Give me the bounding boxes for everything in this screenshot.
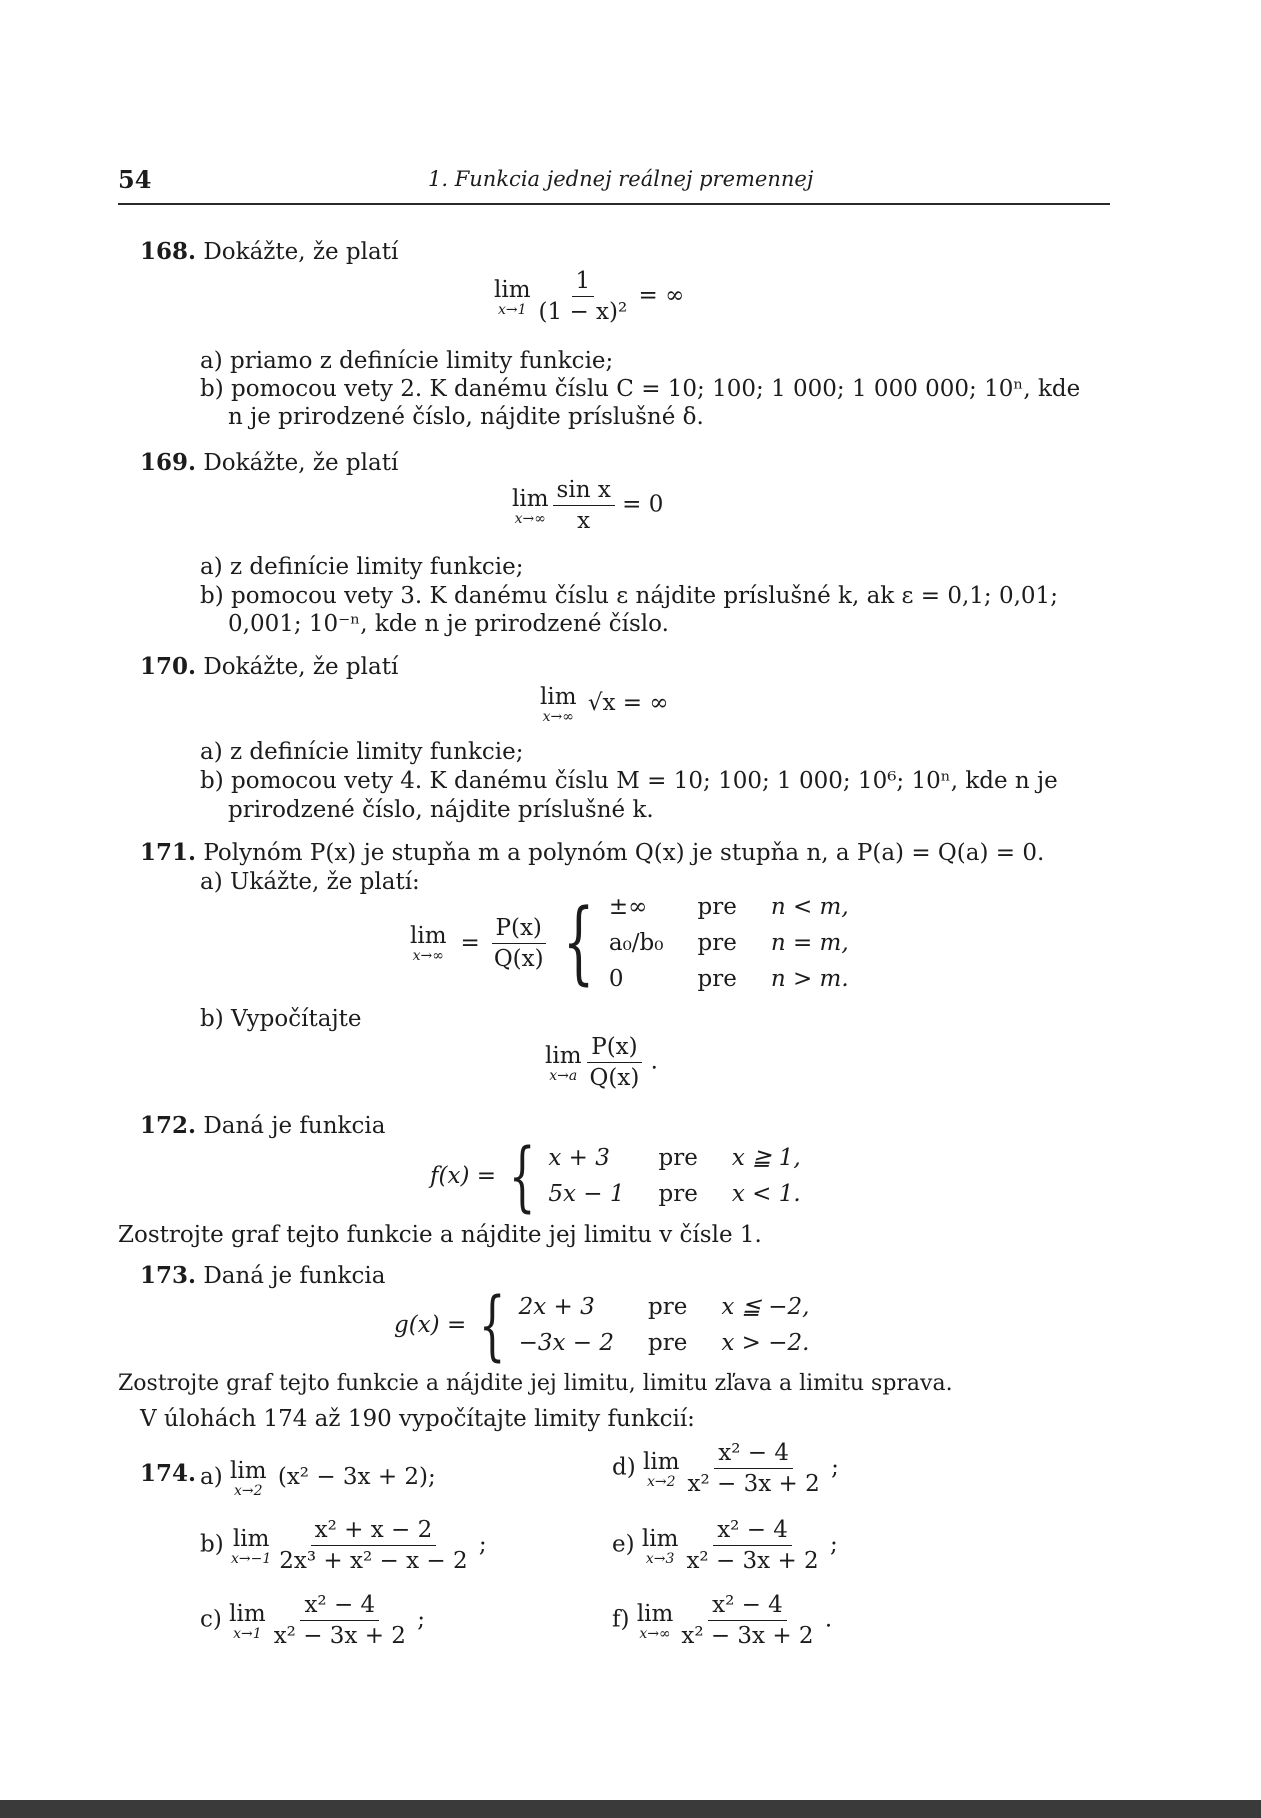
limit-operator: lim x→∞ [540, 684, 577, 725]
problem-169-part-b-line1: b) pomocou vety 3. K danému číslu ε nájdite príslušné k, ak ε = 0,1; 0,01; [200, 583, 1058, 609]
fraction: $\frac{\text{x² − 4}}{\text{x² − 3x + 2}}$ [681, 1592, 814, 1649]
equation-rhs: = ∞ [638, 282, 685, 309]
problem-168-part-a: a) priamo z definície limity funkcie; [200, 348, 614, 374]
left-brace: { [479, 1280, 506, 1369]
left-brace: { [562, 890, 594, 995]
problem-168-part-b-line1: b) pomocou vety 2. K danému číslu C = 10; 100; 1 000; 1 000 000; 10ⁿ, kde [200, 376, 1081, 402]
problem-174-f: f) lim x→∞ $\frac{\text{x² − 4}}{\text{x² − 3x + 2}}$ . [612, 1592, 833, 1649]
limit-operator: lim x→∞ [636, 1600, 674, 1642]
problem-number: 173. [140, 1262, 197, 1289]
limit-operator: lim x→3 [641, 1525, 679, 1567]
problem-174-number: 174. [140, 1460, 197, 1487]
fraction: $\frac{\text{x² − 4}}{\text{x² − 3x + 2}}$ [687, 1440, 820, 1497]
problem-168-intro [140, 238, 398, 266]
fraction: $\frac{\text{x² − 4}}{\text{x² − 3x + 2}}$ [273, 1592, 406, 1649]
problem-174-b: b) lim x→−1 $\frac{\text{x² + x − 2}}{\text{2x³ + x² − x − 2}}$ ; [200, 1517, 487, 1574]
limit-operator: lim x→2 [230, 1458, 267, 1499]
problem-171-part-a: a) Ukážte, že platí: [200, 869, 420, 895]
fraction: $\frac{1}{\text{(1 − x)²}}$ [538, 268, 628, 325]
problem-number: 171. [140, 839, 197, 866]
problem-text: Dokážte, že platí [203, 450, 399, 476]
limit-operator: lim x→2 [643, 1448, 680, 1490]
problem-text: Dokážte, že platí [203, 239, 399, 265]
running-head: 1. Funkcia jednej reálnej premennej [428, 167, 814, 191]
problem-text: Daná je funkcia [203, 1113, 386, 1139]
equation-173 [394, 1280, 810, 1369]
problem-173-task: Zostrojte graf tejto funkcie a nájdite jej limitu, limitu zľava a limitu sprava. [118, 1371, 953, 1396]
equals-sign: = [460, 930, 480, 956]
limit-operator: lim x→1 [229, 1600, 266, 1642]
page-number: 54 [118, 165, 152, 194]
function-name: g(x) = [394, 1312, 467, 1338]
problem-text: Daná je funkcia [203, 1263, 386, 1289]
equation-169 [512, 477, 663, 534]
fraction: $\frac{P(x)}{Q(x)}$ [586, 1034, 644, 1091]
equation-172 [430, 1131, 801, 1220]
problem-170-part-a: a) z definície limity funkcie; [200, 739, 524, 765]
exercise-instructions: V úlohách 174 až 190 vypočítajte limity funkcií: [140, 1406, 695, 1432]
problem-text: Dokážte, že platí [203, 654, 399, 680]
fraction: $\frac{\text{sin x}}{x}$ [553, 477, 615, 534]
problem-170-intro [140, 653, 398, 681]
problem-169-intro [140, 449, 398, 477]
problem-number: 170. [140, 653, 197, 680]
limit-operator: lim x→−1 [231, 1525, 272, 1567]
function-name: f(x) = [430, 1163, 497, 1189]
fraction: $\frac{\text{x² − 4}}{\text{x² − 3x + 2}}$ [686, 1517, 819, 1574]
problem-174-c: c) lim x→1 $\frac{\text{x² − 4}}{\text{x² − 3x + 2}}$ ; [200, 1592, 425, 1649]
header-rule [118, 203, 1110, 205]
limit-operator: lim x→∞ [410, 923, 447, 964]
equation-171b: lim x→a $\frac{P(x)}{Q(x)}$ . [545, 1034, 658, 1091]
problem-174-e: e) lim x→3 $\frac{\text{x² − 4}}{\text{x² − 3x + 2}}$ ; [612, 1517, 838, 1574]
limit-operator: lim x→1 [494, 276, 531, 318]
problem-168-part-b-line2: n je prirodzené číslo, nájdite príslušné δ. [228, 404, 704, 430]
problem-170-part-b-line2: prirodzené číslo, nájdite príslušné k. [228, 797, 654, 823]
problem-170-part-b-line1: b) pomocou vety 4. K danému číslu M = 10; 100; 1 000; 10⁶; 10ⁿ, kde n je [200, 768, 1058, 794]
equation-171 [410, 890, 849, 995]
equation-168 [494, 268, 684, 325]
problem-171-intro [140, 839, 1044, 867]
problem-number: 168. [140, 238, 197, 265]
piecewise-cases: 2x + 3 pre x ≦ −2, −3x − 2 pre x > −2. [518, 1294, 810, 1356]
limit-operator: lim x→a [545, 1042, 582, 1084]
problem-172-task: Zostrojte graf tejto funkcie a nájdite jej limitu v čísle 1. [118, 1222, 762, 1248]
problem-169-part-a: a) z definície limity funkcie; [200, 554, 524, 580]
piecewise-cases: ±∞ pre n < m, a₀/b₀ pre n = m, 0 pre n > m. [608, 894, 849, 992]
fraction: $\frac{P(x)}{Q(x)}$ [490, 915, 548, 972]
fraction: $\frac{\text{x² + x − 2}}{\text{2x³ + x² − x − 2}}$ [279, 1517, 468, 1574]
problem-174-d: d) lim x→2 $\frac{\text{x² − 4}}{\text{x² − 3x + 2}}$ ; [612, 1440, 839, 1497]
problem-173-intro [140, 1262, 385, 1290]
problem-number: 172. [140, 1112, 197, 1139]
problem-174-a: a) lim x→2 (x² − 3x + 2); [200, 1458, 436, 1499]
equation-rhs: = 0 [622, 491, 664, 518]
problem-171-part-b: b) Vypočítajte [200, 1006, 362, 1032]
scan-edge [0, 1800, 1261, 1818]
problem-text: Polynóm P(x) je stupňa m a polynóm Q(x) je stupňa n, a P(a) = Q(a) = 0. [203, 840, 1045, 866]
problem-169-part-b-line2: 0,001; 10⁻ⁿ, kde n je prirodzené číslo. [228, 611, 669, 637]
limit-operator: lim x→∞ [512, 485, 549, 527]
equation-170 [540, 684, 669, 724]
piecewise-cases: x + 3 pre x ≧ 1, 5x − 1 pre x < 1. [548, 1145, 801, 1207]
left-brace: { [508, 1131, 536, 1220]
problem-number: 169. [140, 449, 197, 476]
problem-172-intro [140, 1112, 385, 1140]
equation-expression: √x = ∞ [587, 690, 669, 716]
